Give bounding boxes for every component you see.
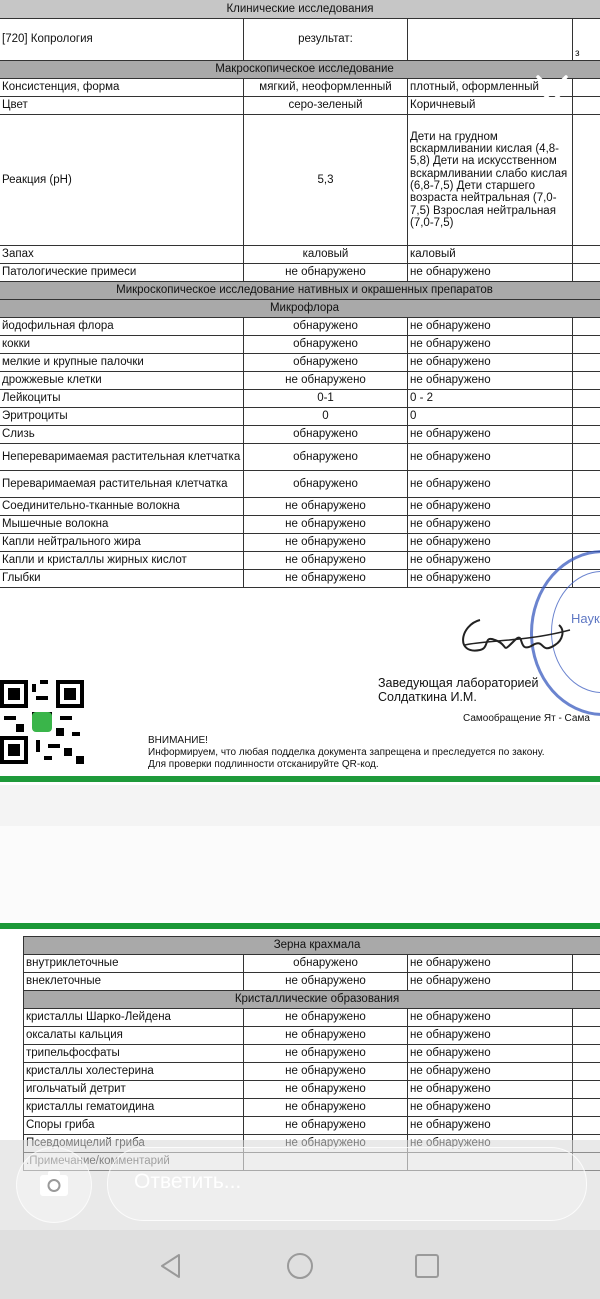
row-norm: не обнаружено [408,372,573,390]
test-name: [720] Копрология [0,19,244,61]
row-name: кокки [0,336,244,354]
table-row [0,354,600,372]
self-referral: Самообращение Ят - Сама [463,713,590,724]
table-row [0,570,600,588]
row-result: обнаружено [244,471,408,498]
nav-back-icon[interactable] [157,1252,185,1280]
row-name: трипельфосфаты [24,1045,244,1063]
row-result: 0-1 [244,390,408,408]
row-result: не обнаружено [244,552,408,570]
row-norm: не обнаружено [408,318,573,336]
table-row [24,1063,600,1081]
row-name: Капли нейтрального жира [0,534,244,552]
section-starch: Зерна крахмала [24,937,600,955]
row-result: обнаружено [244,426,408,444]
result-header: результат: [244,19,408,61]
row-name: Консистенция, форма [0,79,244,97]
camera-icon [17,1148,91,1222]
row-name: внутриклеточные [24,955,244,973]
warning-block [148,735,545,771]
row-result: не обнаружено [244,372,408,390]
lab-head-title: Заведующая лабораторией [378,676,539,690]
row-result: не обнаружено [244,516,408,534]
row-result: обнаружено [244,444,408,471]
row-result: не обнаружено [244,1117,408,1135]
row-result: не обнаружено [244,1045,408,1063]
row-name: Капли и кристаллы жирных кислот [0,552,244,570]
row-name: кристаллы гематоидина [24,1099,244,1117]
reply-input[interactable] [107,1147,587,1221]
row-name: Непереваримаемая растительная клетчатка [0,444,244,471]
row-result: серо-зеленый [244,97,408,115]
row-name: Реакция (pH) [0,115,244,246]
row-result: не обнаружено [244,1099,408,1117]
row-result: не обнаружено [244,498,408,516]
table-row [24,1027,600,1045]
table-row [24,1099,600,1117]
row-result: обнаружено [244,955,408,973]
table-row [0,408,600,426]
row-name: игольчатый детрит [24,1081,244,1099]
row-norm: не обнаружено [408,336,573,354]
results-table-1 [0,18,600,588]
row-norm: не обнаружено [408,1045,573,1063]
reply-placeholder: Ответить... [134,1170,242,1193]
row-norm: не обнаружено [408,426,573,444]
section-macro: Макроскопическое исследование [0,61,600,79]
table-row [24,1117,600,1135]
row-norm: не обнаружено [408,1099,573,1117]
close-icon[interactable] [533,72,571,110]
row-name: йодофильная флора [0,318,244,336]
row-norm: не обнаружено [408,264,573,282]
row-result: 0 [244,408,408,426]
warning-title: ВНИМАНИЕ! [148,735,208,746]
row-name: дрожжевые клетки [0,372,244,390]
row-result: не обнаружено [244,1009,408,1027]
qr-code[interactable] [0,680,84,764]
table-row [0,498,600,516]
footer-green-line [0,776,600,782]
row-result: обнаружено [244,336,408,354]
row-norm: не обнаружено [408,570,573,588]
row-name: Цвет [0,97,244,115]
row-result: не обнаружено [244,1081,408,1099]
lab-head [378,676,538,704]
row-result: обнаружено [244,354,408,372]
camera-button[interactable] [16,1147,92,1223]
row-result: каловый [244,246,408,264]
row-result: не обнаружено [244,534,408,552]
row-norm: плотный, оформленный [408,79,573,97]
row-norm: 0 [408,408,573,426]
signature [455,600,575,670]
row-result: мягкий, неоформленный [244,79,408,97]
row-norm: не обнаружено [408,552,573,570]
table-row [0,426,600,444]
row-result: не обнаружено [244,1027,408,1045]
row-norm: не обнаружено [408,498,573,516]
row-result: обнаружено [244,318,408,336]
row-name: Лейкоциты [0,390,244,408]
table-row [0,444,600,471]
row-name: внеклеточные [24,973,244,991]
row-norm: не обнаружено [408,444,573,471]
row-norm: Коричневый [408,97,573,115]
lab-head-name: Солдаткина И.М. [378,690,477,704]
row-name: Глыбки [0,570,244,588]
table-row [24,1045,600,1063]
nav-recents-icon[interactable] [413,1252,441,1280]
row-name: Запах [0,246,244,264]
row-name: мелкие и крупные палочки [0,354,244,372]
table-row [0,318,600,336]
row-result: не обнаружено [244,973,408,991]
table-row [0,372,600,390]
row-norm: не обнаружено [408,1009,573,1027]
nav-home-icon[interactable] [285,1251,315,1281]
table-header-row: [720] Копрология результат: з [0,19,600,61]
row-norm: не обнаружено [408,354,573,372]
row-norm: каловый [408,246,573,264]
row-name: кристаллы холестерина [24,1063,244,1081]
section-micro: Микроскопическое исследование нативных и окрашенных препаратов [0,282,600,300]
warning-line-1: Информируем, что любая подделка документа запрещена и преследуется по закону. [148,747,545,758]
row-name: оксалаты кальция [24,1027,244,1045]
row-norm: не обнаружено [408,955,573,973]
system-nav-bar [0,1230,600,1299]
row-name: Мышечные волокна [0,516,244,534]
table-row [0,390,600,408]
header-title: Клинические исследования [0,0,600,19]
row-name: Эритроциты [0,408,244,426]
header-green-line [0,923,600,929]
table-row [24,1009,600,1027]
row-norm: не обнаружено [408,534,573,552]
row-result: не обнаружено [244,1063,408,1081]
row-norm: не обнаружено [408,1081,573,1099]
table-row [0,471,600,498]
row-name: Соединительно-тканные волокна [0,498,244,516]
section-flora: Микрофлора [0,300,600,318]
table-row [24,973,600,991]
results-table-2 [23,936,600,1171]
seal-stamp: Наук [530,550,600,716]
warning-line-2: Для проверки подлинности отсканируйте QR-код. [148,759,379,770]
row-norm: не обнаружено [408,1027,573,1045]
table-row [0,516,600,534]
row-name: Переваримаемая растительная клетчатка [0,471,244,498]
table-row [0,336,600,354]
row-norm: 0 - 2 [408,390,573,408]
table-row [0,246,600,264]
row-norm: не обнаружено [408,1063,573,1081]
table-row [0,97,600,115]
table-row [0,264,600,282]
table-row [0,534,600,552]
row-result: 5,3 [244,115,408,246]
row-norm: не обнаружено [408,516,573,534]
row-norm: не обнаружено [408,471,573,498]
row-norm: Дети на грудном вскармливании кислая (4,8-5,8) Дети на искусственном вскармливании слабо кислая (6,8-7,5) Дети старшего возраста нейтральная (7,0-7,5) Взрослая нейтральная (7,0-7,5) [408,115,573,246]
table-row [0,552,600,570]
row-norm: не обнаружено [408,1117,573,1135]
table-row-ph [0,115,600,246]
table-row [24,1081,600,1099]
section-crystals: Кристаллические образования [24,991,600,1009]
table-row [0,79,600,97]
row-name: кристаллы Шарко-Лейдена [24,1009,244,1027]
row-name: Слизь [0,426,244,444]
table-row [24,955,600,973]
row-result: не обнаружено [244,570,408,588]
row-result: не обнаружено [244,264,408,282]
row-name: Патологические примеси [0,264,244,282]
row-norm: не обнаружено [408,973,573,991]
row-name: Споры гриба [24,1117,244,1135]
